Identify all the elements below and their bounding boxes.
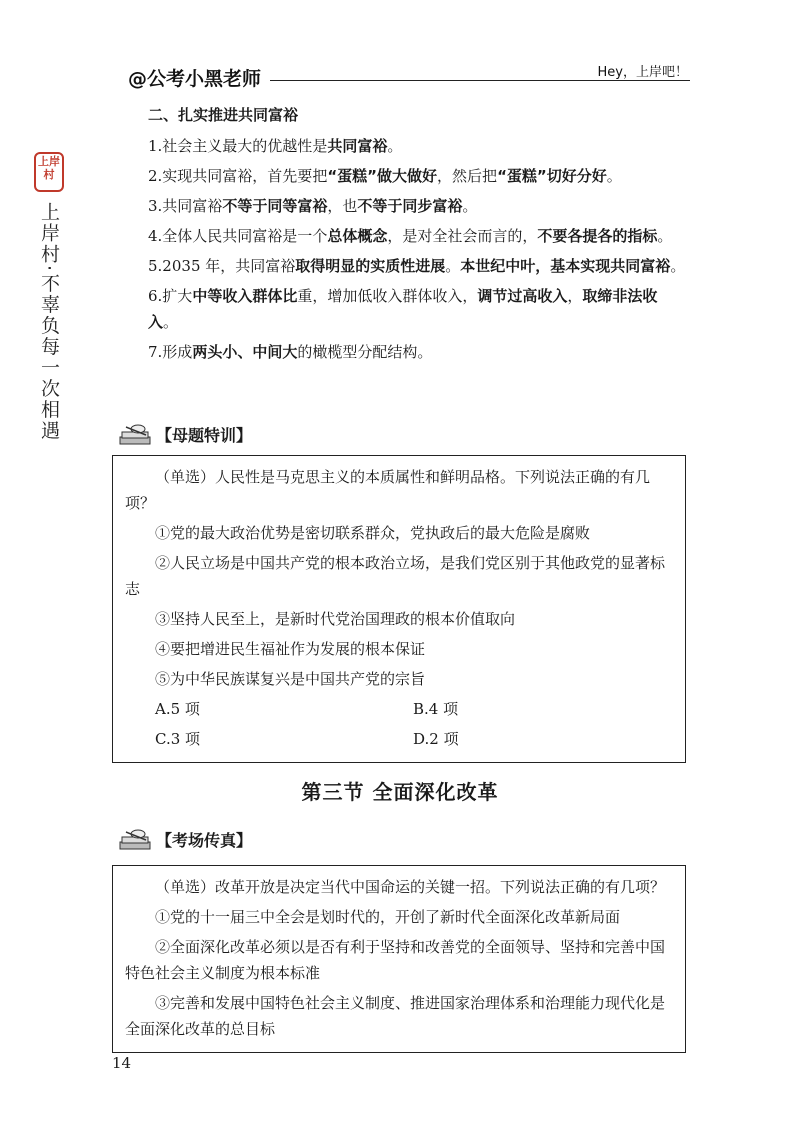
point-4: 4.全体人民共同富裕是一个总体概念，是对全社会而言的，不要各提各的指标。 bbox=[148, 227, 673, 245]
practice-question-box bbox=[112, 455, 686, 763]
point-6: 6.扩大中等收入群体比重，增加低收入群体收入，调节过高收入，取缔非法收入。 bbox=[148, 287, 658, 331]
section-points bbox=[148, 133, 686, 369]
point-1: 1.社会主义最大的优越性是共同富裕。 bbox=[148, 137, 403, 155]
practice-question-stem: （单选）人民性是马克思主义的本质属性和鲜明品格。下列说法正确的有几项？ bbox=[125, 468, 651, 512]
point-7: 7.形成两头小、中间大的橄榄型分配结构。 bbox=[148, 343, 433, 361]
point-3: 3.共同富裕不等于同等富裕，也不等于同步富裕。 bbox=[148, 197, 478, 215]
point-5: 5.2035 年，共同富裕取得明显的实质性进展。本世纪中叶，基本实现共同富裕。 bbox=[148, 257, 686, 275]
section-heading: 二、扎实推进共同富裕 bbox=[148, 106, 299, 124]
practice-label-row bbox=[118, 421, 252, 447]
exam-question-stem: （单选）改革开放是决定当代中国命运的关键一招。下列说法正确的有几项？ bbox=[155, 878, 666, 896]
page-number: 14 bbox=[112, 1054, 132, 1072]
point-2: 2.实现共同富裕，首先要把“蛋糕”做大做好，然后把“蛋糕”切好分好。 bbox=[148, 167, 622, 185]
exam-label: 【考场传真】 bbox=[156, 830, 253, 850]
exam-question-box bbox=[112, 865, 686, 1053]
practice-item-1: ①党的最大政治优势是密切联系群众，党执政后的最大危险是腐败 bbox=[155, 524, 591, 542]
book-pencil-icon bbox=[118, 421, 154, 447]
practice-item-3: ③坚持人民至上，是新时代党治国理政的根本价值取向 bbox=[155, 610, 516, 628]
exam-item-1: ①党的十一届三中全会是划时代的，开创了新时代全面深化改革新局面 bbox=[155, 908, 621, 926]
practice-options-row-1 bbox=[125, 696, 673, 722]
side-vertical-slogan: 上岸村·不辜负每一次相遇 bbox=[38, 202, 60, 442]
practice-label: 【母题特训】 bbox=[156, 425, 253, 445]
side-seal-stamp: 上岸村 bbox=[34, 152, 64, 192]
book-pencil-icon bbox=[118, 826, 154, 852]
header-brand: @公考小黑老师 bbox=[128, 68, 262, 90]
option-b: B.4 项 bbox=[413, 700, 459, 718]
practice-item-2: ②人民立场是中国共产党的根本政治立场，是我们党区别于其他政党的显著标志 bbox=[125, 554, 666, 598]
header-slogan: Hey，上岸吧！ bbox=[597, 65, 688, 80]
option-a: A.5 项 bbox=[155, 700, 200, 718]
header-rule bbox=[270, 80, 690, 81]
practice-item-4: ④要把增进民生福祉作为发展的根本保证 bbox=[155, 640, 426, 658]
exam-item-2: ②全面深化改革必须以是否有利于坚持和改善党的全面领导、坚持和完善中国特色社会主义制度为根本标准 bbox=[125, 938, 666, 982]
option-d: D.2 项 bbox=[413, 730, 459, 748]
exam-label-row bbox=[118, 826, 252, 852]
option-c: C.3 项 bbox=[155, 730, 201, 748]
chapter-title: 第三节 全面深化改革 bbox=[301, 780, 499, 804]
practice-options-row-2 bbox=[125, 726, 673, 752]
exam-item-3: ③完善和发展中国特色社会主义制度、推进国家治理体系和治理能力现代化是全面深化改革的总目标 bbox=[125, 994, 666, 1038]
practice-item-5: ⑤为中华民族谋复兴是中国共产党的宗旨 bbox=[155, 670, 426, 688]
